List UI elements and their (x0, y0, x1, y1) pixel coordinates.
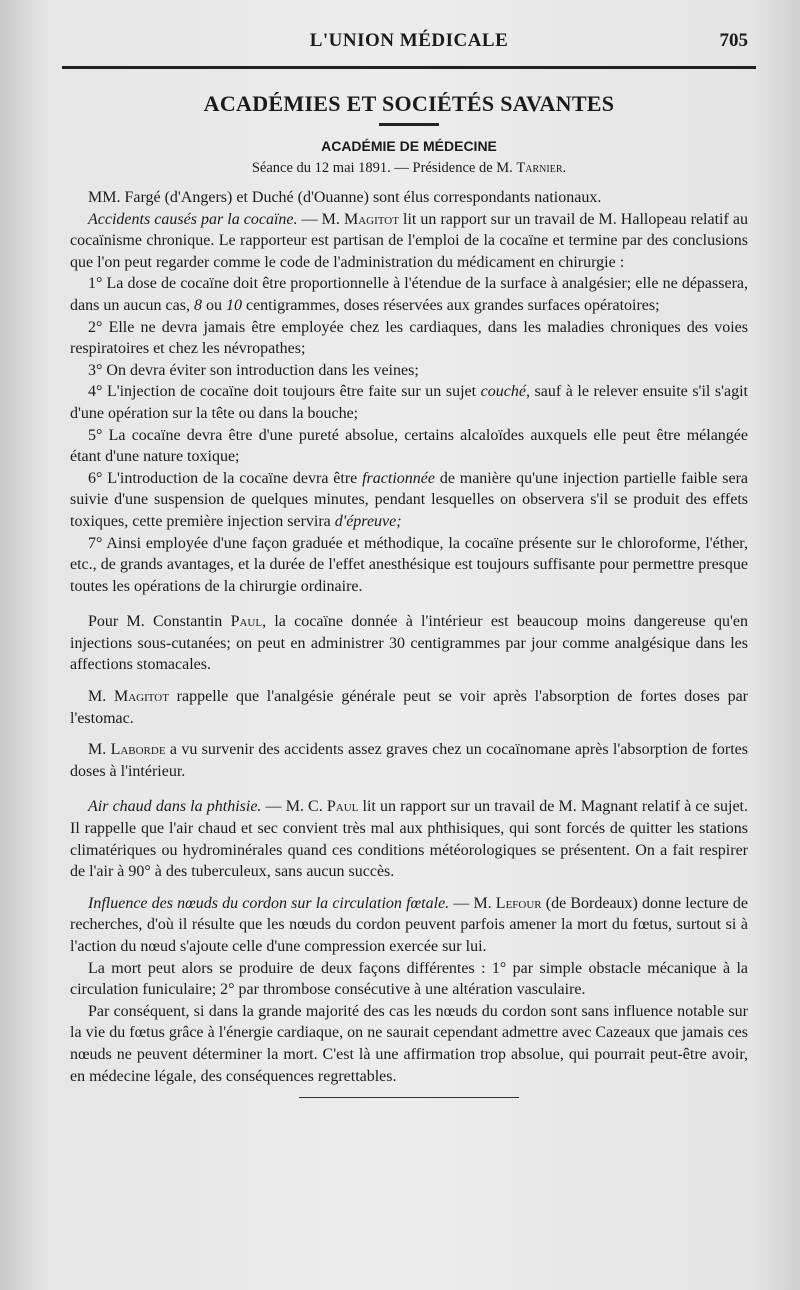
paragraph (70, 533, 748, 598)
text-run: Lefour (495, 894, 542, 912)
session-text: Séance du 12 mai 1891. — Présidence de M. (251, 160, 513, 176)
text-run: Paul, (230, 613, 267, 631)
text-run: MM. Fargé (d'Angers) et Duché (d'Ouanne) sont élus correspondants nationaux. (88, 189, 602, 206)
paragraph (70, 381, 748, 424)
paragraph (70, 273, 748, 316)
paragraph (70, 209, 748, 274)
text-run: ou (201, 296, 226, 314)
text-run: 10 (225, 296, 242, 314)
text-run: centigrammes, doses réservées aux grandes surfaces opératoires; (241, 296, 660, 314)
paragraph (70, 796, 748, 882)
paragraph (70, 893, 748, 958)
text-run: Air chaud dans la phthisie. (88, 798, 262, 816)
text-run: La mort peut alors se produire de deux façons différentes : 1° par simple obstacle mécanique à la circulation funiculaire; 2° par thrombose consécutive à une altération vasculaire. (70, 959, 748, 999)
text-run: 4° L'injection de cocaïne doit toujours être faite sur un sujet (88, 383, 481, 401)
paragraph (70, 187, 748, 209)
text-run: Laborde (110, 741, 166, 759)
text-run: 8 (193, 296, 202, 314)
article-body (70, 187, 748, 1087)
text-run: — M. (449, 894, 496, 912)
text-run: d'épreuve; (334, 512, 402, 530)
end-rule (299, 1097, 519, 1098)
text-run: (de Bordeaux) donne lecture de recherches, d'où il résulte que les nœuds du cordon peuvent parfois amener la mort du fœtus, surtout si à l'action du nœud s'ajoute celle d'une compression exercée sur lui. (70, 894, 748, 955)
text-run: de manière qu'une injection partielle faible sera suivie d'une suspension de quelques minutes, pendant lesquelles on observera s'il se produit des effets toxiques, cette première injection servira (70, 469, 749, 530)
paragraph (70, 739, 748, 782)
page-header (70, 30, 748, 64)
paragraph (70, 611, 748, 676)
session-president: Tarnier. (516, 160, 567, 176)
text-run: Pour M. Constantin (88, 613, 231, 631)
text-run: 5° La cocaïne devra être d'une pureté absolue, certains alcaloïdes auxquels elle peut être mélangée étant d'une nature toxique; (70, 426, 748, 466)
text-run: 7° Ainsi employée d'une façon graduée et méthodique, la cocaïne présente sur le chloroforme, l'éther, etc., de grands avantages, et la durée de l'effet anesthésique est toujours suffisante pour permettre presque toutes les opérations de la chirurgie ordinaire. (70, 534, 748, 595)
section-title: ACADÉMIES ET SOCIÉTÉS SAVANTES (203, 91, 615, 116)
paragraph (70, 1001, 748, 1087)
text-run: Accidents causés par la cocaïne. (88, 210, 298, 228)
text-run: rappelle que l'analgésie générale peut se voir après l'absorption de fortes doses par l'estomac. (70, 688, 748, 727)
text-run: couché, (480, 383, 530, 401)
text-run: M. (88, 688, 114, 706)
text-run: Magitot (113, 688, 169, 706)
text-run: fractionnée (362, 469, 435, 487)
paragraph (70, 360, 748, 382)
text-run: M. (88, 741, 111, 759)
text-run: Magitot (343, 210, 399, 228)
text-run: lit un rapport sur un travail de M. Magnant relatif à ce sujet. Il rappelle que l'air chaud et sec convient très mal aux phthisiques, qui sont forcés de quitter les stations climatériques ou hydrominérales quand ces conditions météorologiques se présentent. On a fait respirer de l'air à 90° à des tuberculeux, sans aucun succès. (70, 798, 748, 881)
text-run: lit un rapport sur un travail de M. Hallopeau relatif au cocaïnisme chronique. Le rapporteur est partisan de l'emploi de la cocaïne et termine par des conclusions que l'on peut regarder comme le code de l'administration du médicament en chirurgie : (70, 210, 748, 271)
running-head: L'UNION MÉDICALE (309, 30, 509, 51)
header-rule (62, 66, 756, 69)
text-run: — M. (297, 210, 344, 228)
text-run: Par conséquent, si dans la grande majorité des cas les nœuds du cordon sont sans influence notable sur la vie du fœtus grâce à l'énergie cardiaque, on ne saurait cependant admettre avec Cazeaux que jamais ces nœuds ne peuvent déterminer la mort. C'est là une affirmation trop absolue, qui pourrait peut-être avoir, en médecine légale, des conséquences regrettables. (70, 1002, 748, 1085)
page-number: 705 (719, 30, 748, 51)
text-run: Influence des nœuds du cordon sur la circulation fœtale. (88, 894, 450, 912)
text-run: sauf à le relever ensuite s'il s'agit d'une opération sur la tête ou dans la bouche; (70, 383, 748, 422)
section-divider (379, 123, 439, 126)
text-run: 2° Elle ne devra jamais être employée chez les cardiaques, dans les maladies chroniques des voies respiratoires et chez les névropathes; (70, 318, 748, 358)
paragraph (70, 686, 748, 729)
paragraph (70, 317, 748, 360)
text-run: — M. C. (261, 798, 327, 816)
paragraph (70, 425, 748, 468)
paragraph (70, 958, 748, 1001)
text-run: 1° La dose de cocaïne doit être proportionnelle à l'étendue de la surface à analgésier; elle ne dépassera, dans un aucun cas, (70, 275, 748, 314)
paragraph (70, 468, 748, 533)
text-run: 6° L'introduction de la cocaïne devra être (88, 469, 363, 487)
text-run: a vu survenir des accidents assez graves chez un cocaïnomane après l'absorption de fortes doses à l'intérieur. (70, 741, 748, 780)
text-run: Paul (326, 798, 359, 816)
session-line (70, 160, 748, 177)
academy-title: ACADÉMIE DE MÉDECINE (321, 138, 497, 154)
text-run: la cocaïne donnée à l'intérieur est beaucoup moins dangereuse qu'en injections sous-cutanées; on peut en administrer 30 centigrammes par jour comme analgésique dans les affections stomacales. (70, 613, 748, 674)
text-run: 3° On devra éviter son introduction dans les veines; (88, 361, 419, 379)
